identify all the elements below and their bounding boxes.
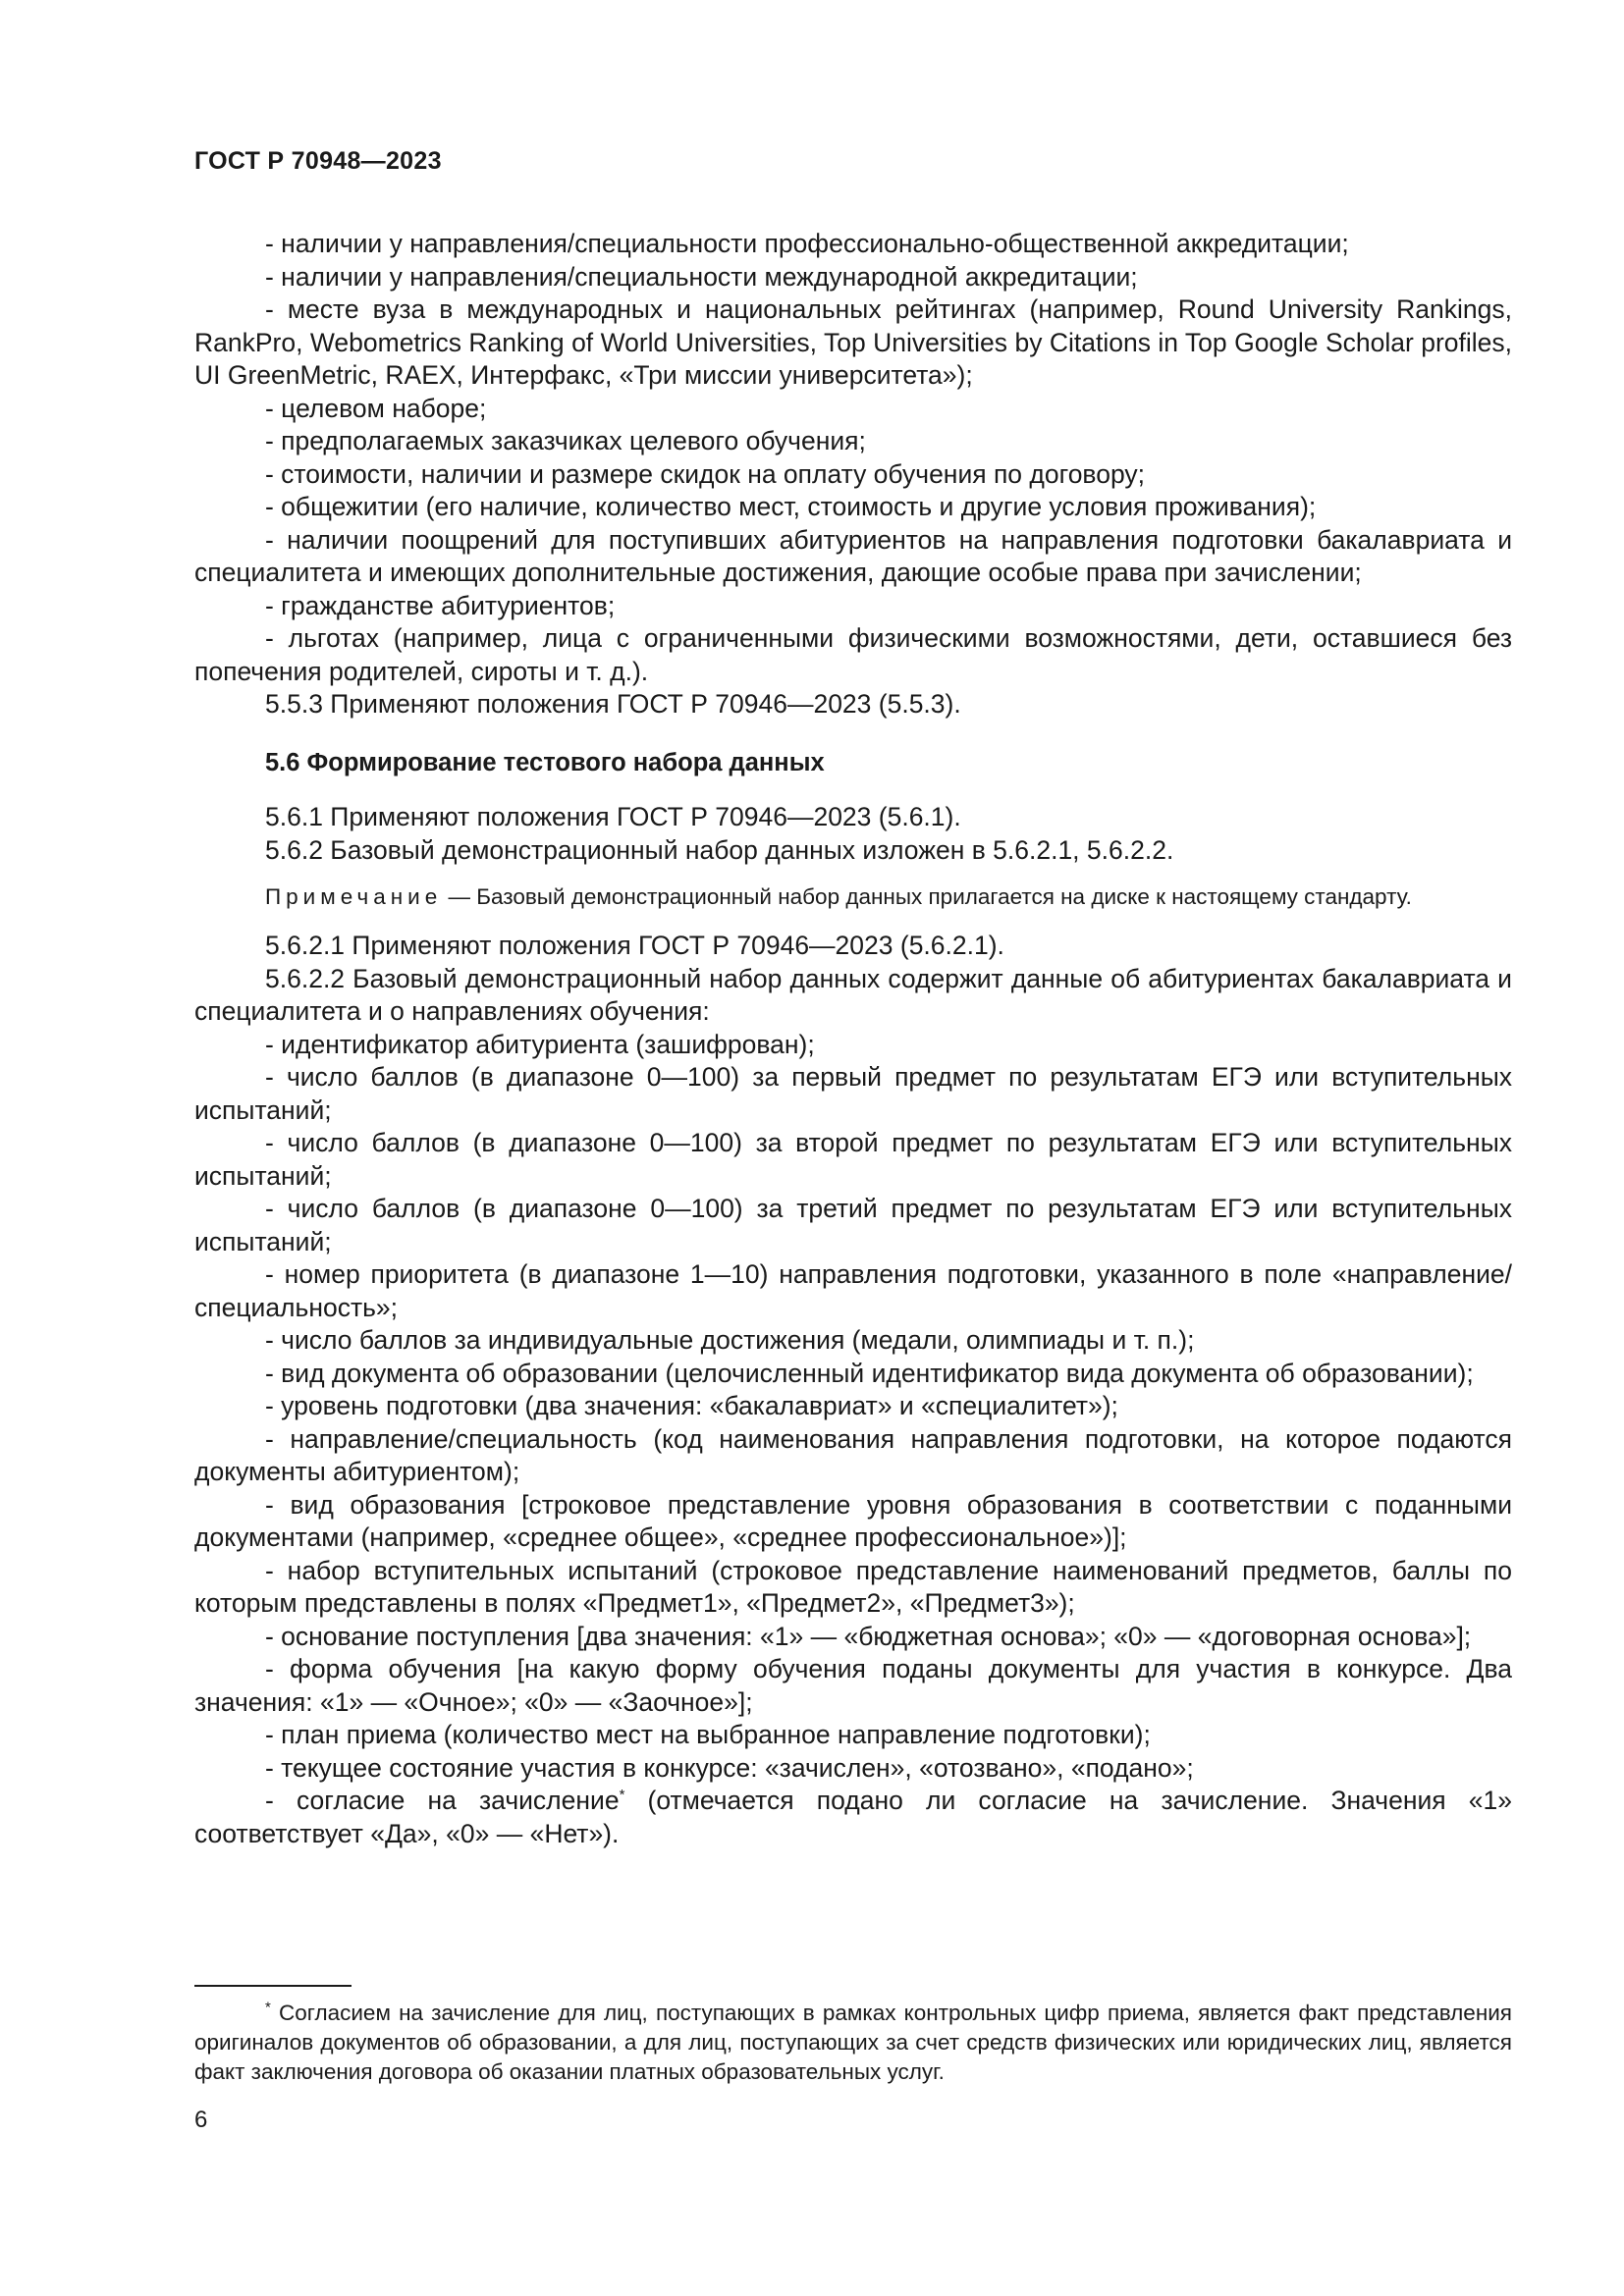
list-item-3: - месте вуза в международных и национальных рейтингах (например, Round University Rankings, RankPro, Webometrics Ranking of World Universities, Top Universities by Citations in Top Google Scholar profiles, UI GreenMetric, RAEX, Интерфакс, «Три миссии университета»);	[194, 294, 1512, 390]
note-text: — Базовый демонстрационный набор данных прилагается на диске к настоящему стандарту.	[442, 884, 1412, 909]
list-item-8: - наличии поощрений для поступивших абитуриентов на направления подготовки бакалавриата и специалитета и имеющих дополнительные достижения, дающие особые права при зачислении;	[194, 524, 1512, 587]
footnote	[194, 1999, 1512, 2087]
list-item-11: 5.5.3 Применяют положения ГОСТ Р 70946—2023 (5.5.3).	[265, 689, 961, 719]
field-item-17: - текущее состояние участия в конкурсе: «зачислен», «отозвано», «подано»;	[265, 1752, 1194, 1783]
footnote-text: Согласием на зачисление для лиц, поступающих в рамках контрольных цифр приема, является факт представления оригиналов документов об образовании, а для лиц, поступающих за счет средств физических или юридических лиц, является факт заключения договора об оказании платных образовательных услуг.	[194, 2001, 1512, 2084]
field-item-7: - номер приоритета (в диапазоне 1—10) направления подготовки, указанного в поле «направление/специальность»;	[194, 1259, 1512, 1322]
field-item-12: - вид образования [строковое представление уровня образования в соответствии с поданными документами (например, «среднее общее», «среднее профессиональное»)];	[194, 1489, 1512, 1552]
field-item-2: 5.6.2.2 Базовый демонстрационный набор данных содержит данные об абитуриентах бакалавриата и специалитета и о направлениях обучения:	[194, 963, 1512, 1026]
field-item-15: - форма обучения [на какую форму обучения поданы документы для участия в конкурсе. Два значения: «1» — «Очное»; «0» — «Заочное»];	[194, 1654, 1512, 1717]
info-list	[194, 228, 1512, 721]
field-item-13: - набор вступительных испытаний (строковое представление наименований предметов, баллы по которым представлены в полях «Предмет1», «Предмет2», «Предмет3»);	[194, 1555, 1512, 1618]
note-label: Примечание	[265, 884, 443, 909]
note	[194, 882, 1512, 912]
consent-item-start: - согласие на зачисление	[265, 1786, 620, 1815]
field-item-16: - план приема (количество мест на выбранное направление подготовки);	[265, 1720, 1151, 1749]
field-item-9: - вид документа об образовании (целочисленный идентификатор вида документа об образовании);	[265, 1358, 1474, 1388]
consent-item	[194, 1785, 1512, 1850]
dataset-fields-list	[194, 930, 1512, 1785]
field-item-4: - число баллов (в диапазоне 0—100) за первый предмет по результатам ЕГЭ или вступительных испытаний;	[194, 1062, 1512, 1125]
field-item-5: - число баллов (в диапазоне 0—100) за второй предмет по результатам ЕГЭ или вступительных испытаний;	[194, 1128, 1512, 1191]
field-item-3: - идентификатор абитуриента (зашифрован);	[265, 1029, 815, 1059]
list-item-2: - наличии у направления/специальности международной аккредитации;	[265, 261, 1138, 292]
list-item-9: - гражданстве абитуриентов;	[265, 590, 616, 620]
section-heading: 5.6 Формирование тестового набора данных	[265, 748, 825, 776]
paragraph-5-6-2: 5.6.2 Базовый демонстрационный набор данных изложен в 5.6.2.1, 5.6.2.2.	[265, 834, 1174, 865]
footnote-mark: *	[265, 1999, 271, 2016]
footnote-ref[interactable]: *	[619, 1787, 625, 1804]
field-item-8: - число баллов за индивидуальные достижения (медали, олимпиады и т. п.);	[265, 1325, 1195, 1355]
list-item-7: - общежитии (его наличие, количество мест, стоимость и другие условия проживания);	[265, 492, 1317, 521]
document-body	[194, 228, 1512, 1850]
field-item-14: - основание поступления [два значения: «1» — «бюджетная основа»; «0» — «договорная основа»];	[265, 1621, 1472, 1651]
list-item-1: - наличии у направления/специальности профессионально-общественной аккредитации;	[265, 229, 1349, 258]
field-item-1: 5.6.2.1 Применяют положения ГОСТ Р 70946—2023 (5.6.2.1).	[265, 931, 1004, 960]
consent-item-end: (отмечается подано ли согласие на зачисление. Значения «1» соответствует «Да», «0» — «Нет»).	[194, 1786, 1512, 1848]
footnote-divider	[194, 1985, 352, 1987]
field-item-10: - уровень подготовки (два значения: «бакалавриат» и «специалитет»);	[265, 1391, 1118, 1420]
list-item-4: - целевом наборе;	[265, 393, 487, 423]
list-item-6: - стоимости, наличии и размере скидок на оплату обучения по договору;	[265, 458, 1146, 489]
field-item-11: - направление/специальность (код наименования направления подготовки, на которое подаются документы абитуриентом);	[194, 1423, 1512, 1486]
paragraph-5-6-1: 5.6.1 Применяют положения ГОСТ Р 70946—2023 (5.6.1).	[265, 802, 961, 831]
list-item-10: - льготах (например, лица с ограниченными физическими возможностями, дети, оставшиеся без попечения родителей, сироты и т. д.).	[194, 623, 1512, 686]
list-item-5: - предполагаемых заказчиках целевого обучения;	[265, 426, 866, 455]
standard-header: ГОСТ Р 70948—2023	[194, 147, 442, 175]
field-item-6: - число баллов (в диапазоне 0—100) за третий предмет по результатам ЕГЭ или вступительных испытаний;	[194, 1194, 1512, 1256]
page-number: 6	[194, 2107, 208, 2133]
